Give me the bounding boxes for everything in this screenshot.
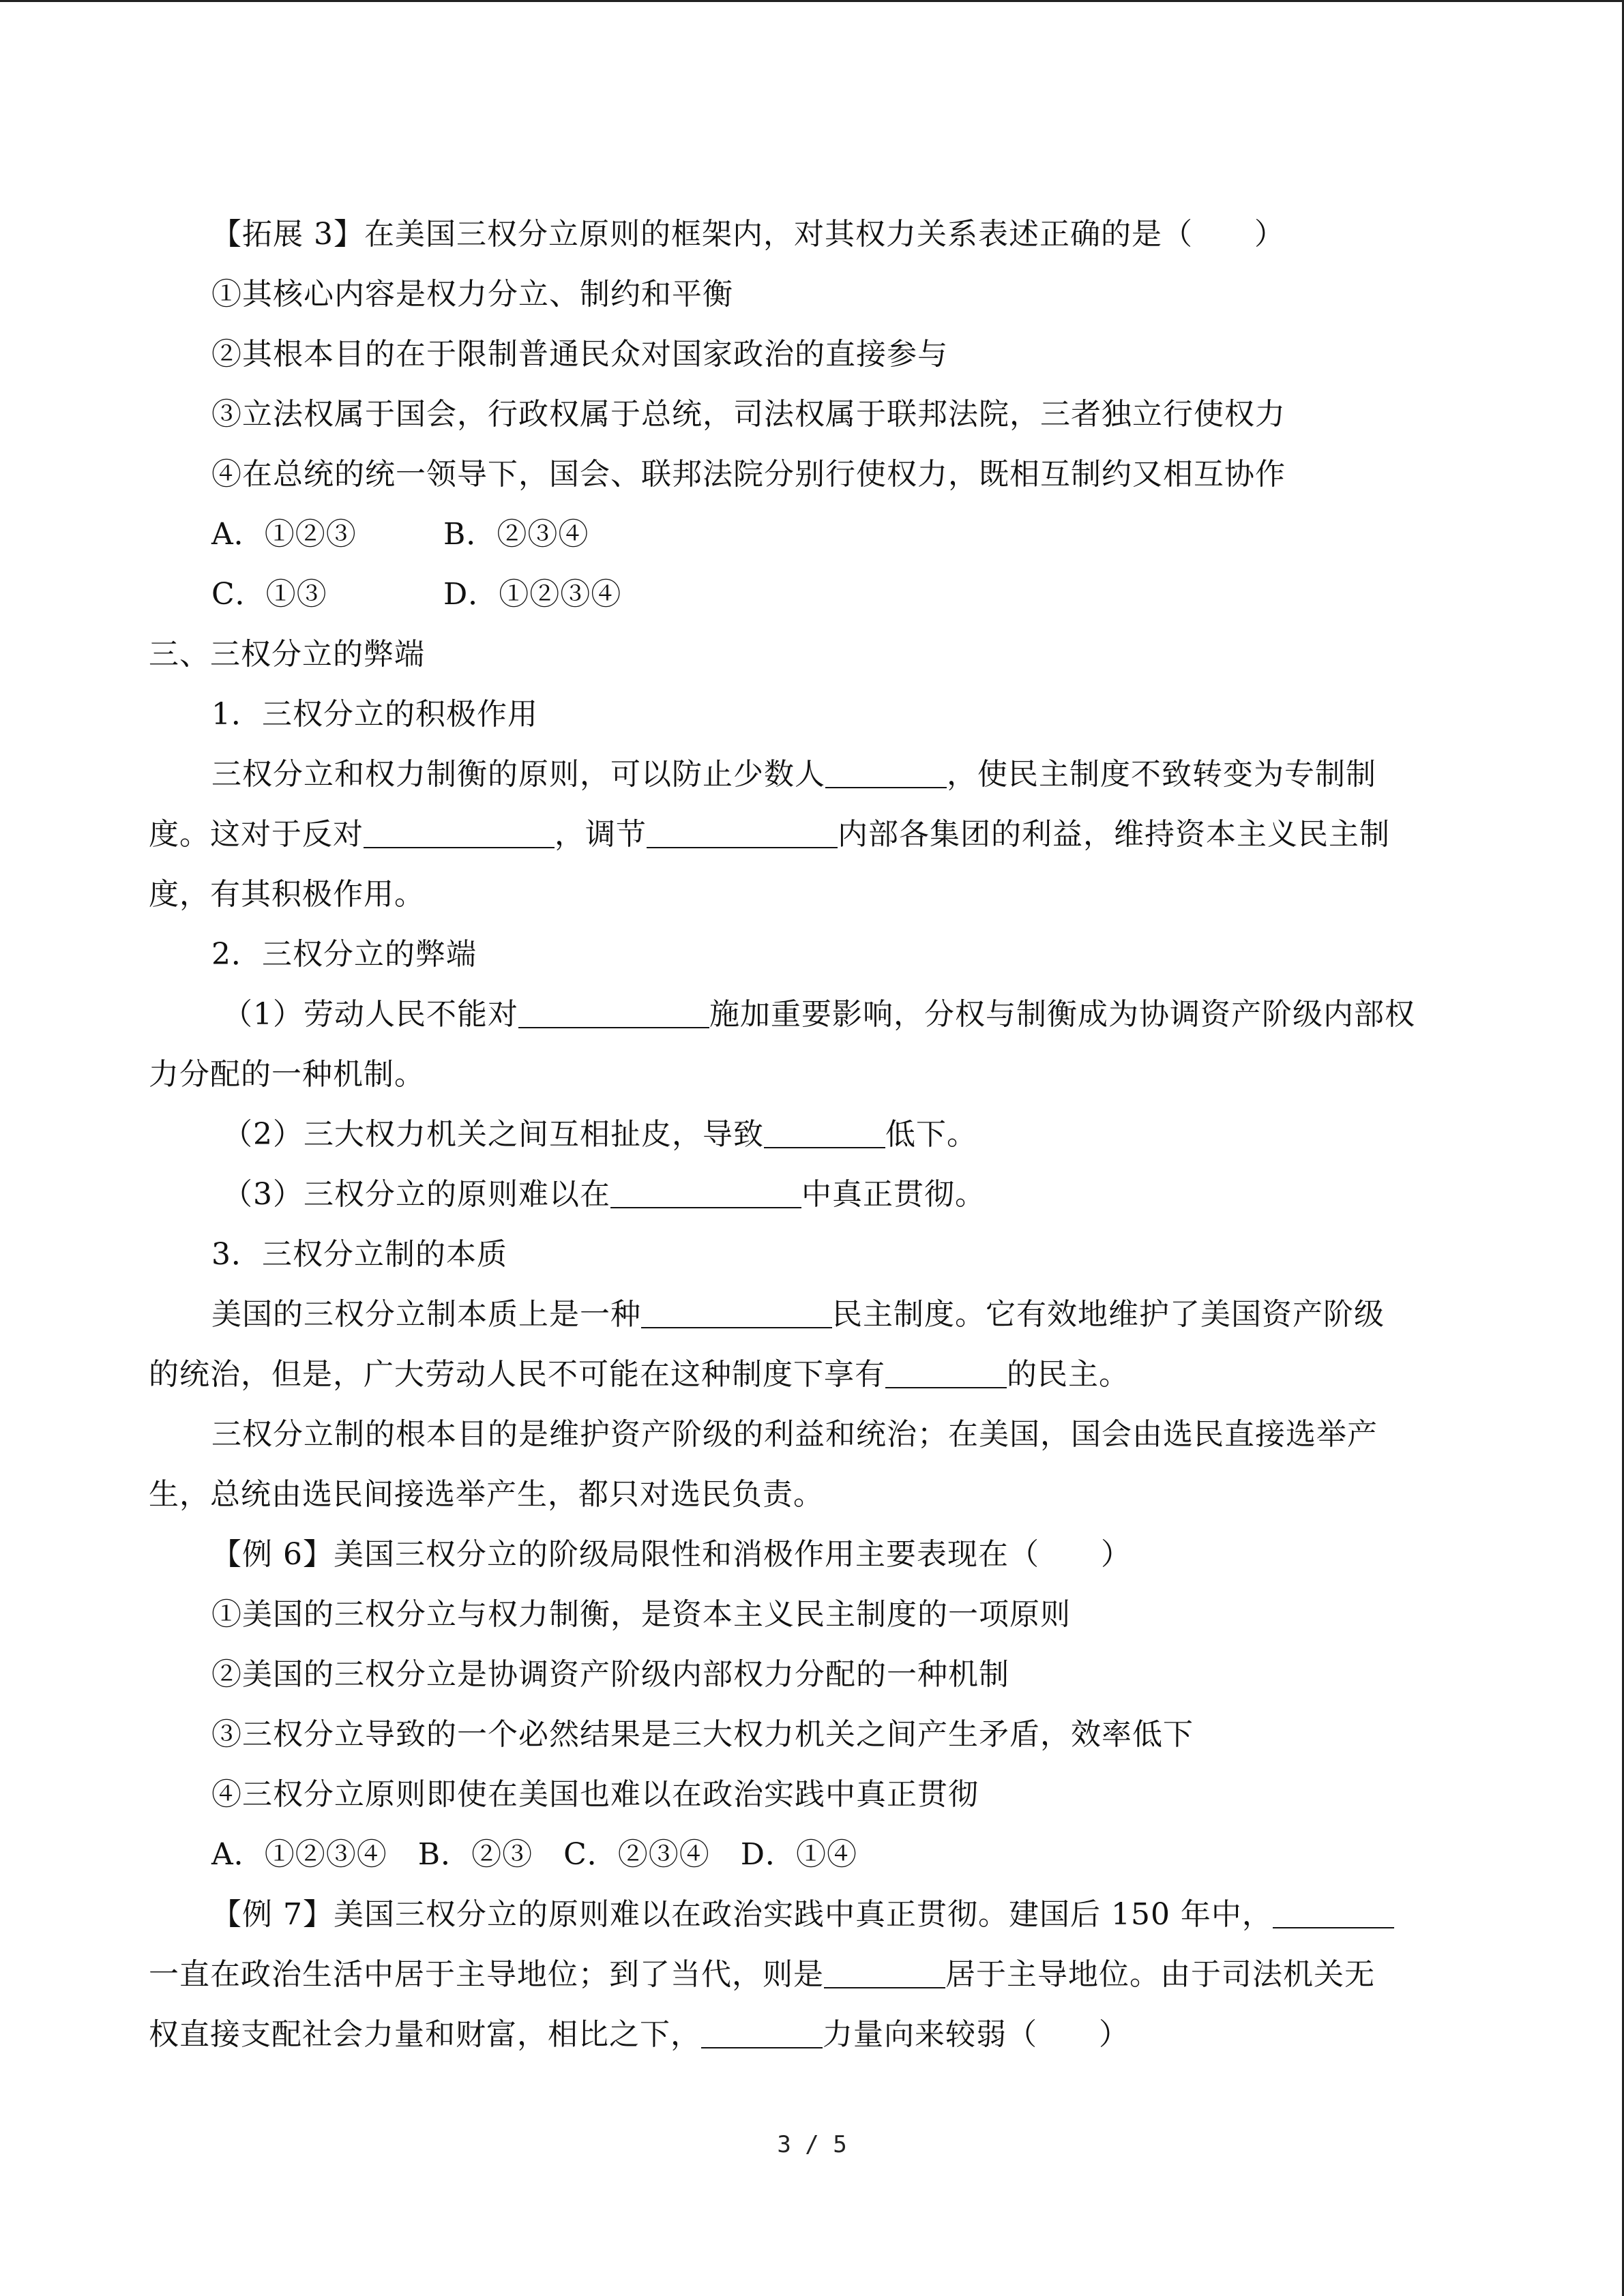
fill-blank[interactable] [518, 997, 709, 1028]
sub1-title: 1．三权分立的积极作用 [211, 697, 538, 732]
sub3-text-3: 的统治，但是，广大劳动人民不可能在这种制度下享有 [149, 1357, 885, 1392]
sub3-title: 3．三权分立制的本质 [211, 1237, 507, 1272]
option-b: B．②③④ [443, 517, 589, 552]
ex6-options: A．①②③④ B．②③ C．②③④ D．①④ [211, 1837, 858, 1872]
ex6-stem: 【例 6】美国三权分立的阶级局限性和消极作用主要表现在（ ） [211, 1537, 1132, 1572]
sub1-text-4: ，调节 [555, 817, 647, 852]
sub2-item-3-text-a: （3）三权分立的原则难以在 [222, 1177, 610, 1212]
section-heading: 三、三权分立的弊端 [149, 637, 425, 672]
ext3-statement-3: ③立法权属于国会，行政权属于总统，司法权属于联邦法院，三者独立行使权力 [211, 397, 1286, 432]
ex6-statement-2: ②美国的三权分立是协调资产阶级内部权力分配的一种机制 [211, 1657, 1009, 1692]
sub2-item-3 [149, 1165, 1486, 1225]
sub3-text-2: 民主制度。它有效地维护了美国资产阶级 [832, 1297, 1385, 1332]
sub2-item-1-text-b: 施加重要影响，分权与制衡成为协调资产阶级内部权 [709, 997, 1415, 1032]
ext3-statement-2: ②其根本目的在于限制普通民众对国家政治的直接参与 [211, 337, 948, 372]
sub3-line-1 [149, 1285, 1486, 1345]
fill-blank[interactable] [641, 1297, 832, 1328]
sub1-text-5: 内部各集团的利益，维持资本主义民主制 [838, 817, 1390, 852]
sub1-text-3: 度。这对于反对 [149, 817, 364, 852]
fill-blank[interactable] [610, 1177, 801, 1208]
fill-blank[interactable] [764, 1117, 885, 1148]
ex7-line-3 [149, 2005, 1486, 2065]
ex7-text-3: 居于主导地位。由于司法机关无 [945, 1957, 1375, 1992]
sub2-title: 2．三权分立的弊端 [211, 937, 477, 972]
ex7-text-1: 【例 7】美国三权分立的原则难以在政治实践中真正贯彻。建国后 150 年中， [211, 1897, 1273, 1932]
sub1-line-2 [149, 805, 1486, 865]
option-c: C．①③ [211, 577, 327, 612]
ex7-line-2 [149, 1945, 1486, 2005]
fill-blank[interactable] [885, 1357, 1007, 1388]
ext3-stem: 【拓展 3】在美国三权分立原则的框架内，对其权力关系表述正确的是（ ） [211, 217, 1285, 252]
option-d: D．①②③④ [443, 577, 622, 612]
sub2-item-1-cont: 力分配的一种机制。 [149, 1057, 425, 1092]
fill-blank[interactable] [1273, 1897, 1394, 1928]
ex6-statement-1: ①美国的三权分立与权力制衡，是资本主义民主制度的一项原则 [211, 1597, 1071, 1632]
fill-blank[interactable] [825, 757, 947, 788]
ex6-statement-4: ④三权分立原则即使在美国也难以在政治实践中真正贯彻 [211, 1777, 979, 1812]
page-number: 3 / 5 [777, 2131, 847, 2158]
sub3-line-3: 三权分立制的根本目的是维护资产阶级的利益和统治；在美国，国会由选民直接选举产 [211, 1417, 1378, 1452]
fill-blank[interactable] [701, 2017, 823, 2048]
sub1-text-1: 三权分立和权力制衡的原则，可以防止少数人 [211, 757, 825, 792]
ext3-statement-1: ①其核心内容是权力分立、制约和平衡 [211, 277, 733, 312]
ex7-text-5: 力量向来较弱（ ） [823, 2017, 1130, 2052]
sub3-line-2 [149, 1345, 1486, 1405]
fill-blank[interactable] [824, 1957, 945, 1988]
sub2-item-2-text-a: （2）三大权力机关之间互相扯皮，导致 [222, 1117, 764, 1152]
sub3-line-4: 生，总统由选民间接选举产生，都只对选民负责。 [149, 1477, 824, 1512]
ext3-statement-4: ④在总统的统一领导下，国会、联邦法院分别行使权力，既相互制约又相互协作 [211, 457, 1286, 492]
ex7-line-1 [149, 1885, 1486, 1945]
ext3-options-row-1 [149, 505, 1486, 565]
ext3-options-row-2 [149, 565, 1486, 625]
ex6-statement-3: ③三权分立导致的一个必然结果是三大权力机关之间产生矛盾，效率低下 [211, 1717, 1194, 1752]
document-body [149, 205, 1486, 2065]
option-a: A．①②③ [211, 517, 357, 552]
ex7-text-2: 一直在政治生活中居于主导地位；到了当代，则是 [149, 1957, 824, 1992]
sub1-line-3: 度，有其积极作用。 [149, 877, 425, 912]
sub2-item-2 [149, 1105, 1486, 1165]
sub3-text-1: 美国的三权分立制本质上是一种 [211, 1297, 641, 1332]
fill-blank[interactable] [647, 817, 838, 848]
sub2-item-1 [149, 985, 1486, 1045]
sub2-item-2-text-b: 低下。 [885, 1117, 977, 1152]
sub2-item-3-text-b: 中真正贯彻。 [801, 1177, 986, 1212]
sub1-line-1 [149, 745, 1486, 805]
sub1-text-2: ，使民主制度不致转变为专制制 [947, 757, 1376, 792]
fill-blank[interactable] [364, 817, 555, 848]
sub3-text-4: 的民主。 [1007, 1357, 1130, 1392]
ex7-text-4: 权直接支配社会力量和财富，相比之下， [149, 2017, 701, 2052]
sub2-item-1-text-a: （1）劳动人民不能对 [222, 997, 518, 1032]
